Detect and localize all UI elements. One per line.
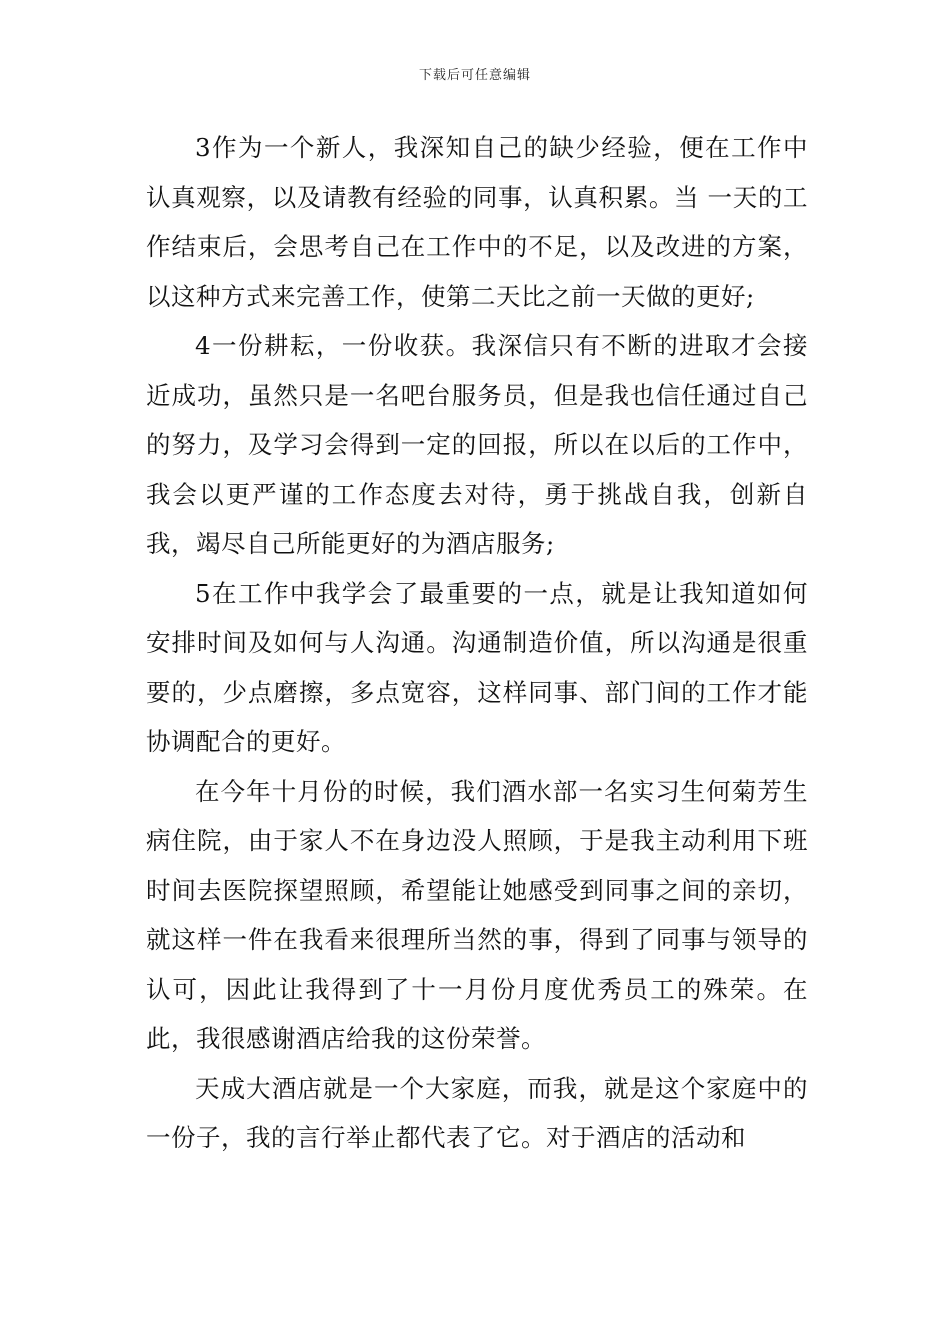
- paragraph-4: 4一份耕耘，一份收获。我深信只有不断的进取才会接近成功，虽然只是一名吧台服务员，但是我也信任通过自己的努力，及学习会得到一定的回报，所以在以后的工作中，我会以更严谨的工作态度去对待，勇于挑战自我，创新自我，竭尽自己所能更好的为酒店服务;: [146, 331, 808, 558]
- paragraph-october: 在今年十月份的时候，我们酒水部一名实习生何菊芳生病住院，由于家人不在身边没人照顾，于是我主动利用下班时间去医院探望照顾，希望能让她感受到同事之间的亲切，就这样一件在我看来很理所当然的事，得到了同事与领导的认可，因此让我得到了十一月份月度优秀员工的殊荣。在此，我很感谢酒店给我的这份荣誉。: [146, 776, 808, 1053]
- paragraph-5: 5在工作中我学会了最重要的一点，就是让我知道如何安排时间及如何与人沟通。沟通制造价值，所以沟通是很重要的，少点磨擦，多点宽容，这样同事、部门间的工作才能协调配合的更好。: [146, 578, 808, 756]
- document-body: [146, 123, 808, 1163]
- page-header: 下载后可任意编辑: [418, 68, 531, 83]
- paragraph-3: 3作为一个新人，我深知自己的缺少经验，便在工作中认真观察，以及请教有经验的同事，认真积累。当 一天的工作结束后，会思考自己在工作中的不足，以及改进的方案，以这种方式来完善工作，使第二天比之前一天做的更好;: [146, 133, 808, 311]
- paragraph-hotel-family: 天成大酒店就是一个大家庭，而我，就是这个家庭中的一份子，我的言行举止都代表了它。对于酒店的活动和: [146, 1073, 808, 1152]
